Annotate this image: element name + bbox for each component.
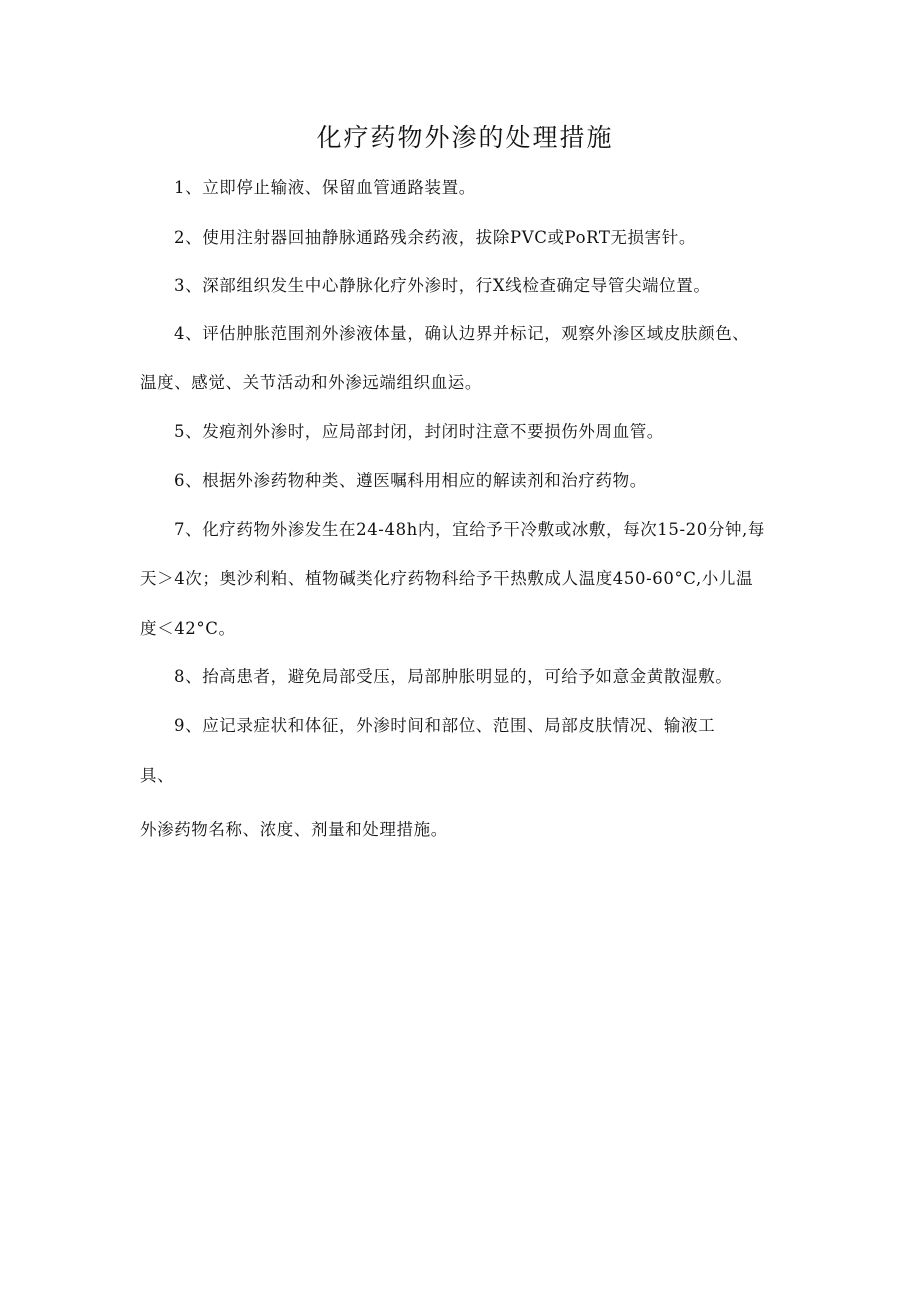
item-2: 2、使用注射器回抽静脉通路残余药液，拔除PVC或PoRT无损害针。 bbox=[174, 228, 696, 247]
document-title: 化疗药物外渗的处理措施 bbox=[316, 123, 614, 152]
item-9: 9、应记录症状和体征，外渗时间和部位、范围、局部皮肤情况、输液工 bbox=[174, 716, 716, 735]
item-3: 3、深部组织发生中心静脉化疗外渗时，行X线检查确定导管尖端位置。 bbox=[174, 276, 711, 295]
item-4: 4、评估肿胀范围剂外渗液体量，确认边界并标记，观察外渗区域皮肤颜色、 bbox=[174, 324, 750, 343]
item-8: 8、抬高患者，避免局部受压，局部肿胀明显的，可给予如意金黄散湿敷。 bbox=[174, 667, 733, 686]
item-4-continued: 温度、感觉、关节活动和外渗远端组织血运。 bbox=[140, 373, 482, 392]
item-6: 6、根据外渗药物种类、遵医嘱科用相应的解读剂和治疗药物。 bbox=[174, 471, 647, 490]
item-9-continued-2: 外渗药物名称、浓度、剂量和处理措施。 bbox=[140, 820, 448, 839]
item-9-continued-1: 具、 bbox=[140, 766, 175, 785]
item-1: 1、立即停止输液、保留血管通路装置。 bbox=[174, 178, 476, 197]
item-7: 7、化疗药物外渗发生在24-48h内，宜给予干冷敷或冰敷，每次15-20分钟,每 bbox=[174, 520, 766, 539]
item-7-continued-2: 度＜42°C。 bbox=[140, 619, 236, 638]
item-5: 5、发疱剂外渗时，应局部封闭，封闭时注意不要损伤外周血管。 bbox=[174, 422, 664, 441]
item-7-continued-1: 天＞4次；奥沙利粕、植物碱类化疗药物科给予干热敷成人温度450-60°C,小儿温 bbox=[140, 569, 754, 588]
